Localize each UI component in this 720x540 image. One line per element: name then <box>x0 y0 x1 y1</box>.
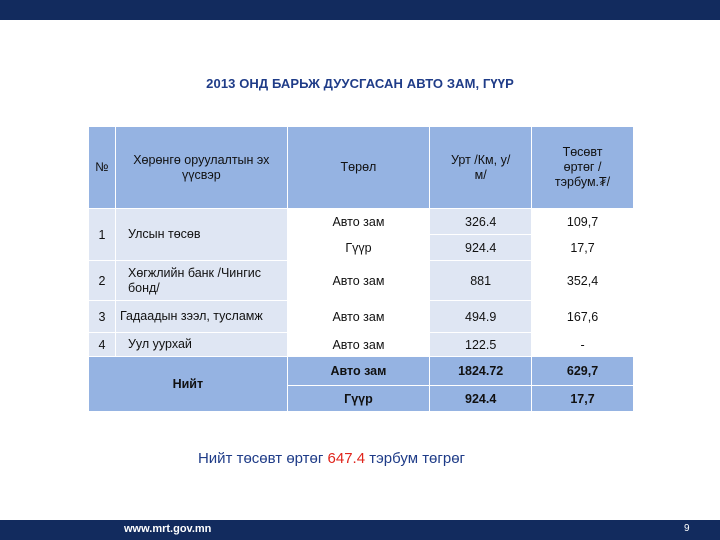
row-source: Улсын төсөв <box>115 209 287 261</box>
footer-bar <box>0 520 720 540</box>
row-type: Авто зам <box>287 261 430 301</box>
row-type: Гүүр <box>287 235 430 261</box>
total-label: Нийт <box>89 357 288 412</box>
row-source: Хөгжлийн банк /Чингис бонд/ <box>115 261 287 301</box>
slide-title: 2013 ОНД БАРЬЖ ДУУСГАСАН АВТО ЗАМ, ГҮҮР <box>206 76 514 91</box>
total-row <box>89 357 634 386</box>
row-length: 494.9 <box>430 301 532 333</box>
total-cost: 17,7 <box>532 386 634 412</box>
row-type: Авто зам <box>287 301 430 333</box>
row-source: Уул уурхай <box>115 333 287 357</box>
summary-suffix: тэрбум төгрөг <box>369 450 466 467</box>
summary-value: 647.4 <box>327 450 366 467</box>
page-number: 9 <box>684 523 690 534</box>
row-length: 881 <box>430 261 532 301</box>
table-row <box>89 209 634 235</box>
summary-line <box>0 450 663 467</box>
row-cost: - <box>532 333 634 357</box>
top-bar <box>0 0 720 20</box>
table-header-row <box>89 127 634 209</box>
table-row <box>89 301 634 333</box>
row-num: 1 <box>89 209 116 261</box>
row-type: Авто зам <box>287 209 430 235</box>
header-cost: Төсөвт өртөг /тэрбум.₮/ <box>532 127 634 209</box>
row-cost: 17,7 <box>532 235 634 261</box>
row-num: 2 <box>89 261 116 301</box>
total-type: Авто зам <box>287 357 430 386</box>
summary-prefix: Нийт төсөвт өртөг <box>197 450 324 467</box>
footer-url[interactable]: www.mrt.gov.mn <box>124 523 212 535</box>
total-length: 1824.72 <box>430 357 532 386</box>
row-source: Гадаадын зээл, тусламж <box>115 301 287 333</box>
table-row <box>89 261 634 301</box>
table-row <box>89 333 634 357</box>
row-length: 326.4 <box>430 209 532 235</box>
total-cost: 629,7 <box>532 357 634 386</box>
row-num: 3 <box>89 301 116 333</box>
header-num: № <box>89 127 116 209</box>
header-source: Хөрөнгө оруулалтын эх үүсвэр <box>115 127 287 209</box>
total-length: 924.4 <box>430 386 532 412</box>
row-cost: 352,4 <box>532 261 634 301</box>
row-cost: 167,6 <box>532 301 634 333</box>
row-type: Авто зам <box>287 333 430 357</box>
row-length: 924.4 <box>430 235 532 261</box>
total-type: Гүүр <box>287 386 430 412</box>
row-num: 4 <box>89 333 116 357</box>
header-length: Урт /Км, у/м/ <box>430 127 532 209</box>
header-type: Төрөл <box>287 127 430 209</box>
row-length: 122.5 <box>430 333 532 357</box>
row-cost: 109,7 <box>532 209 634 235</box>
roads-table <box>88 126 634 412</box>
